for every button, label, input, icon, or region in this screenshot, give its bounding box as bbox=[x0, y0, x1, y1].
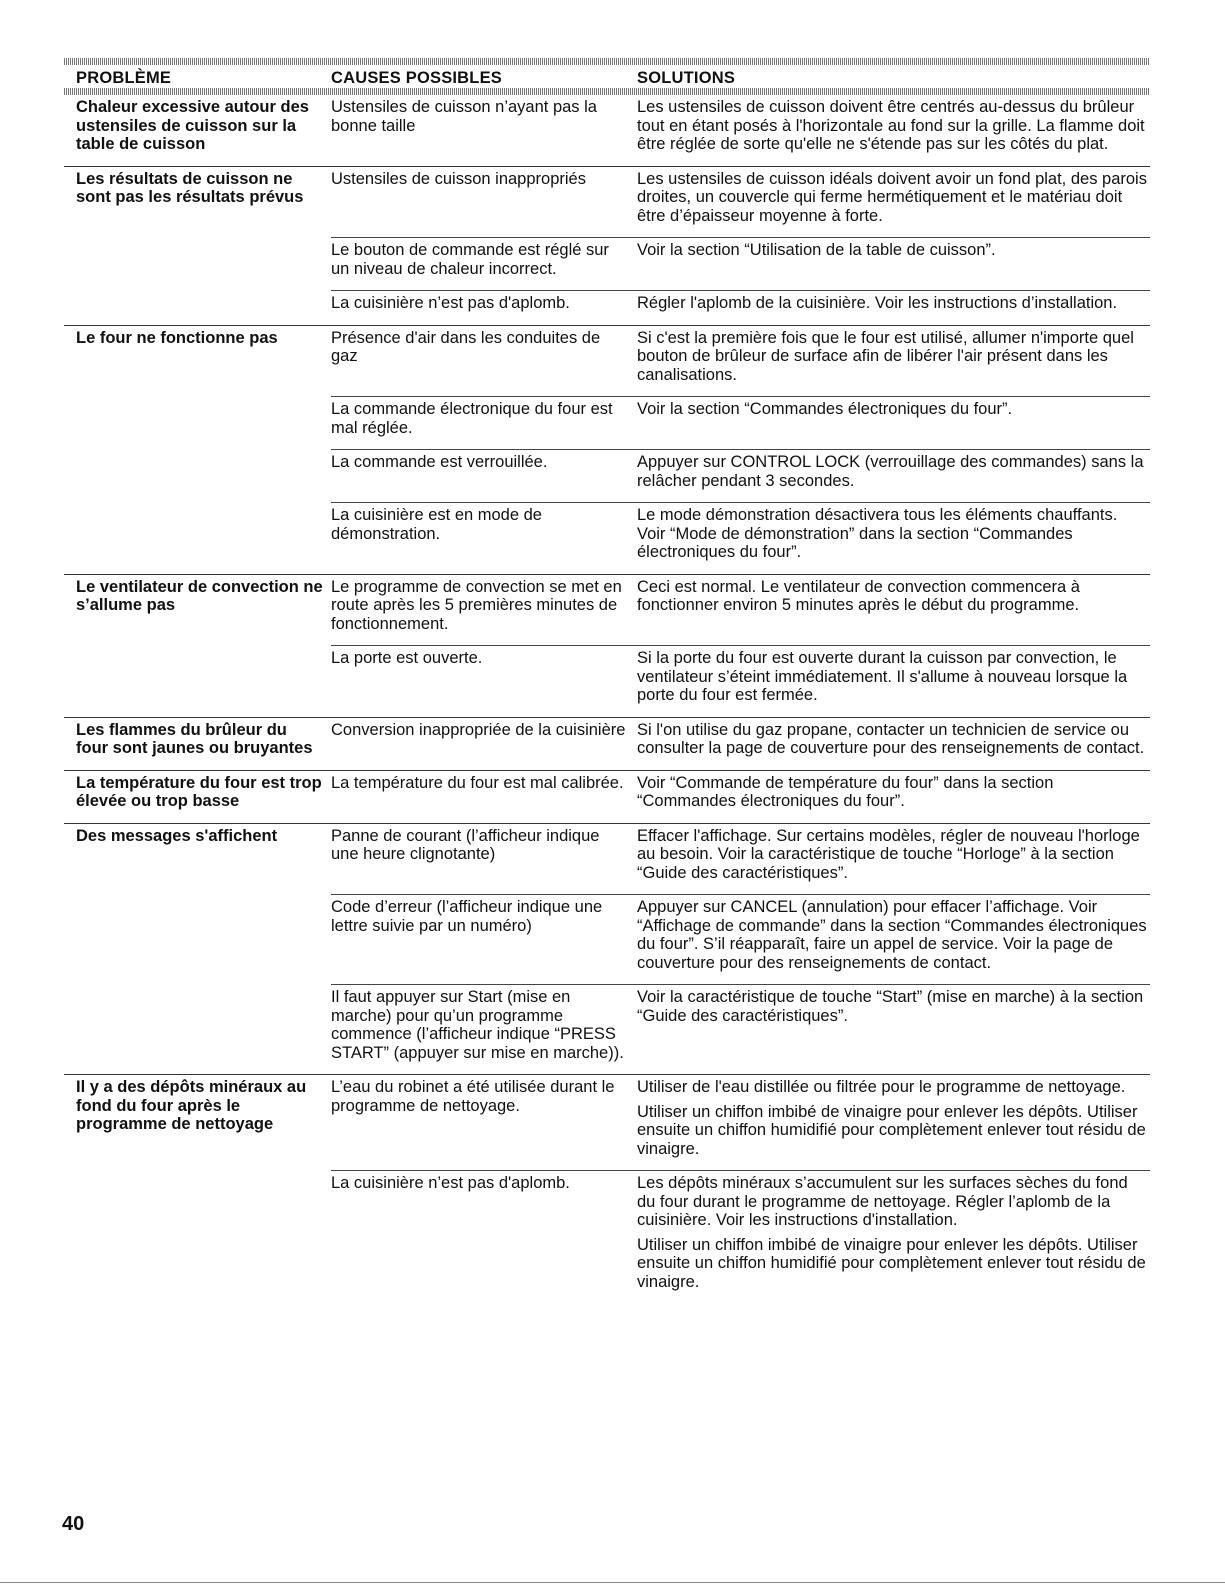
cause-cell: La cuisinière n’est pas d'aplomb. bbox=[331, 294, 570, 312]
table-row bbox=[331, 95, 1150, 166]
table-row bbox=[331, 237, 1150, 290]
table-row bbox=[331, 290, 1150, 325]
table-row bbox=[331, 326, 1150, 397]
cause-cell: La porte est ouverte. bbox=[331, 649, 483, 667]
table-row bbox=[331, 167, 1150, 238]
cause-solution-rows bbox=[331, 95, 1150, 166]
cause-solution-rows bbox=[331, 718, 1150, 770]
solution-paragraph: Le mode démonstration désactivera tous les éléments chauffants. Voir “Mode de démonstration” dans la section “Commandes électroniques du four”. bbox=[637, 506, 1118, 561]
table-row bbox=[331, 1170, 1150, 1303]
solution-cell bbox=[637, 575, 1150, 646]
header-problem: PROBLÈME bbox=[76, 69, 172, 87]
solution-cell bbox=[637, 95, 1150, 166]
cause-solution-rows bbox=[331, 824, 1150, 1075]
problem-label: Le ventilateur de convection ne s’allume pas bbox=[76, 577, 323, 614]
solution-cell bbox=[637, 718, 1150, 770]
solution-paragraph: Appuyer sur CANCEL (annulation) pour effacer l’affichage. Voir “Affichage de commande” dans la section “Commandes électroniques du four”. S’il réapparaît, faire un appel de service. Voir la page de couverture pour des renseignements de contact. bbox=[637, 898, 1147, 972]
solution-paragraph: Utiliser un chiffon imbibé de vinaigre pour enlever les dépôts. Utiliser ensuite un chiffon humidifié pour complètement enlever tout résidu de vinaigre. bbox=[637, 1235, 1146, 1291]
solution-paragraph: Les ustensiles de cuisson idéals doivent avoir un fond plat, des parois droites, un couvercle qui ferme hermétiquement et le matériau doit être d’épaisseur moyenne à forte. bbox=[637, 169, 1147, 225]
solution-cell bbox=[637, 326, 1150, 397]
table-row bbox=[331, 1075, 1150, 1170]
cause-cell: Ustensiles de cuisson n’ayant pas la bonne taille bbox=[331, 98, 597, 135]
solution-paragraph: Utiliser de l'eau distillée ou filtrée pour le programme de nettoyage. bbox=[637, 1078, 1126, 1096]
cause-solution-rows bbox=[331, 1075, 1150, 1303]
cause-solution-rows bbox=[331, 771, 1150, 823]
cause-cell: Ustensiles de cuisson inappropriés bbox=[331, 169, 586, 188]
solution-paragraph: Si la porte du four est ouverte durant la cuisson par convection, le ventilateur s’éteint immédiatement. Il s'allume à nouveau lorsque la porte du four est fermée. bbox=[637, 649, 1128, 704]
problem-label: Les résultats de cuisson ne sont pas les résultats prévus bbox=[76, 169, 304, 206]
cause-cell: La cuisinière n’est pas d'aplomb. bbox=[331, 1174, 570, 1192]
solution-cell bbox=[637, 167, 1150, 238]
problem-label: Il y a des dépôts minéraux au fond du four après le programme de nettoyage bbox=[76, 1078, 307, 1133]
problem-section bbox=[64, 166, 1150, 325]
solution-cell bbox=[637, 895, 1150, 984]
solution-paragraph: Voir la section “Utilisation de la table de cuisson”. bbox=[637, 241, 996, 259]
header-causes: CAUSES POSSIBLES bbox=[331, 69, 502, 87]
solution-cell bbox=[637, 1171, 1150, 1303]
problem-section bbox=[64, 574, 1150, 717]
problem-section bbox=[64, 770, 1150, 823]
solution-cell bbox=[637, 397, 1150, 449]
solution-paragraph: Si l'on utilise du gaz propane, contacter un technicien de service ou consulter la page de couverture pour des renseignements de contact. bbox=[637, 720, 1145, 757]
solution-cell bbox=[637, 771, 1150, 823]
problem-section bbox=[64, 95, 1150, 166]
table-body bbox=[64, 95, 1150, 1303]
cause-solution-rows bbox=[331, 575, 1150, 717]
table-row bbox=[331, 984, 1150, 1074]
solution-paragraph: Voir “Commande de température du four” dans la section “Commandes électroniques du four”. bbox=[637, 773, 1054, 810]
table-row bbox=[331, 718, 1150, 770]
cause-cell: La commande est verrouillée. bbox=[331, 453, 548, 471]
cause-cell: Conversion inappropriée de la cuisinière bbox=[331, 720, 626, 739]
solution-paragraph: Voir la caractéristique de touche “Start” (mise en marche) à la section “Guide des caractéristiques”. bbox=[637, 988, 1144, 1025]
problem-label: Des messages s'affichent bbox=[76, 826, 278, 845]
table-row bbox=[331, 502, 1150, 574]
solution-paragraph: Les ustensiles de cuisson doivent être centrés au-dessus du brûleur tout en étant posés à l'horizontale au fond sur la grille. La flamme doit être réglée de sorte qu'elle ne s'étende pas sur les côtés du plat. bbox=[637, 98, 1145, 153]
solution-paragraph: Si c'est la première fois que le four est utilisé, allumer n'importe quel bouton de brûleur de surface afin de libérer l'air présent dans les canalisations. bbox=[637, 328, 1134, 384]
table-row bbox=[331, 449, 1150, 502]
cause-cell: La température du four est mal calibrée. bbox=[331, 773, 624, 792]
solution-cell bbox=[637, 985, 1150, 1074]
cause-cell: Panne de courant (l’afficheur indique une heure clignotante) bbox=[331, 826, 600, 863]
solution-cell bbox=[637, 291, 1150, 325]
cause-solution-rows bbox=[331, 326, 1150, 574]
problem-section bbox=[64, 1074, 1150, 1303]
problem-label: Les flammes du brûleur du four sont jaunes ou bruyantes bbox=[76, 720, 313, 757]
problem-label: Chaleur excessive autour des ustensiles de cuisson sur la table de cuisson bbox=[76, 98, 309, 153]
solution-paragraph: Effacer l'affichage. Sur certains modèles, régler de nouveau l'horloge au besoin. Voir la caractéristique de touche “Horloge” à la section “Guide des caractéristiques”. bbox=[637, 826, 1140, 882]
table-row bbox=[331, 575, 1150, 646]
cause-cell: La commande électronique du four est mal réglée. bbox=[331, 400, 613, 437]
cause-cell: Code d’erreur (l’afficheur indique une lettre suivie par un numéro) bbox=[331, 898, 603, 935]
problem-label: Le four ne fonctionne pas bbox=[76, 328, 278, 347]
table-row bbox=[331, 396, 1150, 449]
solution-paragraph: Régler l'aplomb de la cuisinière. Voir les instructions d’installation. bbox=[637, 294, 1118, 312]
table-row bbox=[331, 771, 1150, 823]
problem-section bbox=[64, 823, 1150, 1075]
solution-paragraph: Ceci est normal. Le ventilateur de convection commencera à fonctionner environ 5 minutes après le début du programme. bbox=[637, 577, 1080, 614]
solution-paragraph: Les dépôts minéraux s’accumulent sur les surfaces sèches du fond du four durant le programme de nettoyage. Régler l’aplomb de la cuisinière. Voir les instructions d'installation. bbox=[637, 1174, 1128, 1229]
solution-paragraph: Voir la section “Commandes électroniques du four”. bbox=[637, 400, 1013, 418]
table-row bbox=[331, 894, 1150, 984]
solution-cell bbox=[637, 1075, 1150, 1170]
solution-cell bbox=[637, 450, 1150, 502]
table-header bbox=[64, 65, 1150, 88]
troubleshooting-table bbox=[64, 58, 1150, 1303]
problem-label: La température du four est trop élevée ou trop basse bbox=[76, 773, 322, 810]
cause-cell: Présence d'air dans les conduites de gaz bbox=[331, 328, 601, 365]
solution-paragraph: Appuyer sur CONTROL LOCK (verrouillage des commandes) sans la relâcher pendant 3 secondes. bbox=[637, 453, 1144, 490]
header-top-band bbox=[64, 58, 1150, 65]
page-number: 40 bbox=[62, 1513, 85, 1535]
solution-cell bbox=[637, 503, 1150, 574]
cause-cell: Il faut appuyer sur Start (mise en marche) pour qu’un programme commence (l’afficheur indique “PRESS START” (appuyer sur mise en marche)). bbox=[331, 988, 624, 1062]
solution-paragraph: Utiliser un chiffon imbibé de vinaigre pour enlever les dépôts. Utiliser ensuite un chiffon humidifié pour complètement enlever tout résidu de vinaigre. bbox=[637, 1102, 1146, 1158]
table-row bbox=[331, 824, 1150, 895]
problem-section bbox=[64, 325, 1150, 574]
problem-section bbox=[64, 717, 1150, 770]
header-bottom-band bbox=[64, 88, 1150, 95]
cause-cell: L’eau du robinet a été utilisée durant le programme de nettoyage. bbox=[331, 1078, 615, 1115]
solution-cell bbox=[637, 238, 1150, 290]
solution-cell bbox=[637, 824, 1150, 895]
cause-cell: Le programme de convection se met en route après les 5 premières minutes de fonctionnement. bbox=[331, 577, 622, 633]
cause-cell: Le bouton de commande est réglé sur un niveau de chaleur incorrect. bbox=[331, 241, 609, 278]
solution-cell bbox=[637, 646, 1150, 717]
cause-solution-rows bbox=[331, 167, 1150, 325]
cause-cell: La cuisinière est en mode de démonstration. bbox=[331, 506, 542, 543]
header-solutions: SOLUTIONS bbox=[637, 69, 736, 87]
bottom-rule bbox=[0, 1582, 1225, 1583]
table-row bbox=[331, 645, 1150, 717]
